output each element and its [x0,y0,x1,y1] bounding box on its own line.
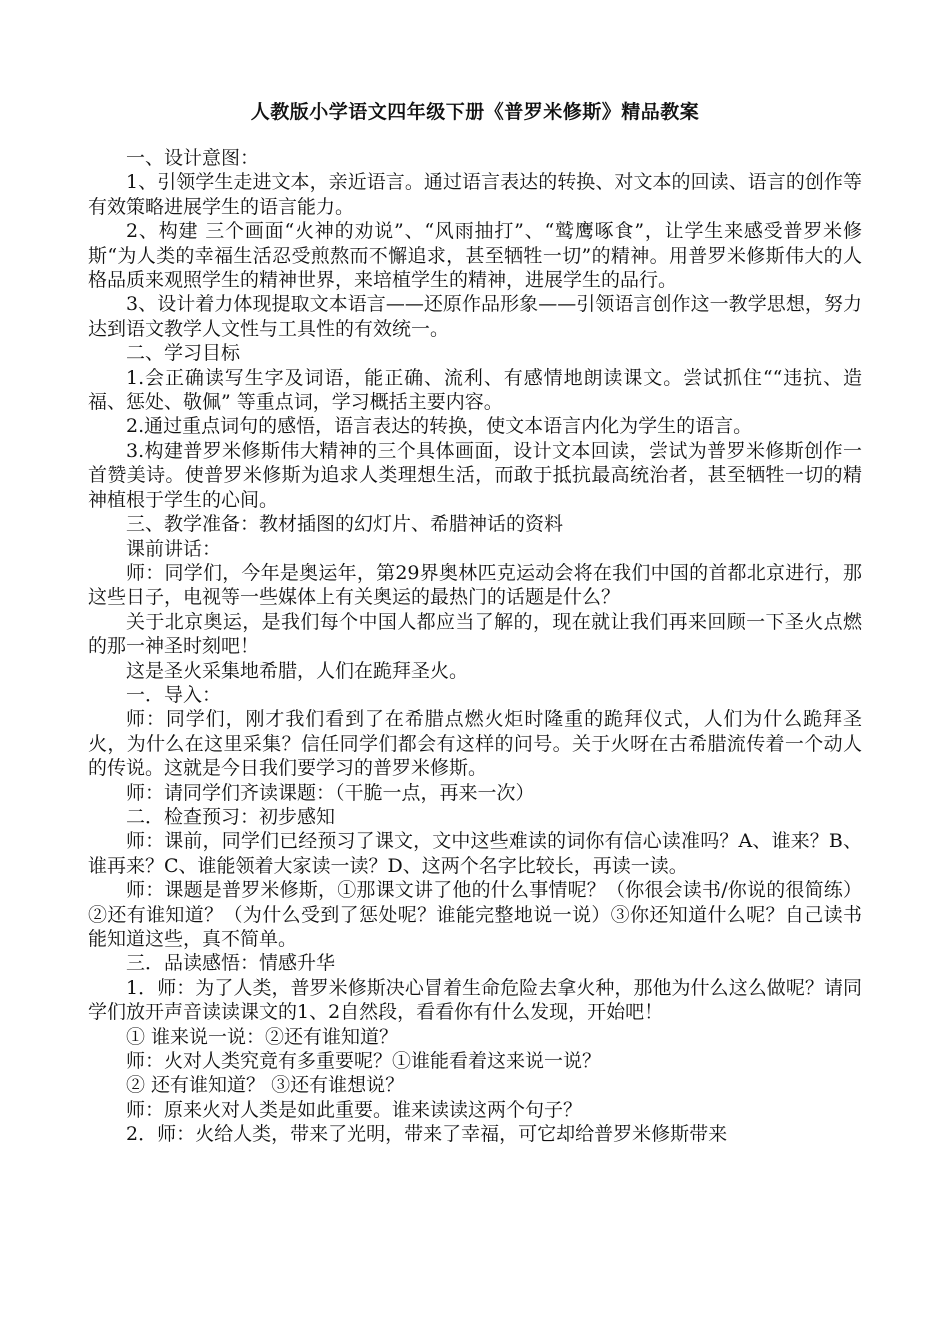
paragraph: 一．导入： [126,683,222,706]
paragraph: 师：课题是普罗米修斯，①那课文讲了他的什么事情呢？（你很会读书/你说的很简练）②还有谁知道？（为什么受到了惩处呢？谁能完整地说一说）③你还知道什么呢？自己读书能知道这些，真不简单。 [88,879,862,950]
paragraph: 师：原来火对人类是如此重要。谁来读读这两个句子？ [126,1098,583,1121]
paragraph: 2．师：火给人类，带来了光明，带来了幸福，可它却给普罗米修斯带来 [126,1123,728,1146]
paragraph: 1、引领学生走进文本，亲近语言。通过语言表达的转换、对文本的回读、语言的创作等有效策略进展学生的语言能力。 [88,171,862,218]
paragraph: 2、构建 三个画面“火神的劝说”、“风雨抽打”、“鹫鹰啄食”，让学生来感受普罗米修斯“为人类的幸福生活忍受煎熬而不懈追求，甚至牺牲一切”的精神。用普罗米修斯伟大的人格品质来观照学生的精神世界，来培植学生的精神，进展学生的品行。 [88,220,862,292]
paragraph: 二、学习目标 [126,342,241,365]
paragraph: 三．品读感悟：情感升华 [126,952,336,975]
paragraph: 1.会正确读写生字及词语，能正确、流利、有感情地朗读课文。尝试抓住““违抗、造福、惩处、敬佩” 等重点词，学习概括主要内容。 [88,366,862,414]
paragraph: 关于北京奥运，是我们每个中国人都应当了解的，现在就让我们再来回顾一下圣火点燃的那一神圣时刻吧！ [88,610,862,658]
paragraph: 课前讲话： [126,537,222,560]
paragraph: 1．师：为了人类，普罗米修斯决心冒着生命危险去拿火种，那他为什么这么做呢？请同学们放开声音读读课文的1、2自然段，看看你有什么发现，开始吧！ [88,976,862,1024]
paragraph: 师：火对人类究竟有多重要呢？①谁能看着这来说一说？ [126,1050,602,1073]
document-title: 人教版小学语文四年级下册《普罗米修斯》精品教案 [250,101,700,123]
paragraph: 师：请同学们齐读课题：（干脆一点，再来一次） [126,781,535,804]
paragraph: 3.构建普罗米修斯伟大精神的三个具体画面，设计文本回读，尝试为普罗米修斯创作一首赞美诗。使普罗米修斯为追求人类理想生活，而敢于抵抗最高统治者，甚至牺牲一切的精神植根于学生的心间。 [88,439,862,511]
paragraph: 师：同学们，今年是奥运年，第29界奥林匹克运动会将在我们中国的首都北京进行，那这些日子，电视等一些媒体上有关奥运的最热门的话题是什么？ [88,561,862,609]
paragraph: 二．检查预习：初步感知 [126,805,336,828]
paragraph: ① 谁来说一说：②还有谁知道？ [126,1025,399,1048]
paragraph: ② 还有谁知道？ ③还有谁想说？ [126,1074,405,1097]
paragraph: 2.通过重点词句的感悟，语言表达的转换，使文本语言内化为学生的语言。 [126,415,753,438]
paragraph: 3、设计着力体现提取文本语言——还原作品形象——引领语言创作这一教学思想，努力达到语文教学人文性与工具性的有效统一。 [88,293,862,340]
paragraph: 一、设计意图： [126,147,260,169]
document-body [88,146,862,1147]
paragraph: 师：课前，同学们已经预习了课文，文中这些难读的词你有信心读准吗？A、谁来？B、谁再来？C、谁能领着大家读一读？D、这两个名字比较长，再读一读。 [88,830,862,877]
paragraph: 三、教学准备：教材插图的幻灯片、希腊神话的资料 [126,513,564,536]
paragraph: 师：同学们，刚才我们看到了在希腊点燃火炬时隆重的跪拜仪式，人们为什么跪拜圣火，为什么在这里采集？信任同学们都会有这样的问号。关于火呀在古希腊流传着一个动人的传说。这就是今日我们要学习的普罗米修斯。 [88,708,862,780]
paragraph: 这是圣火采集地希腊，人们在跪拜圣火。 [126,659,469,682]
